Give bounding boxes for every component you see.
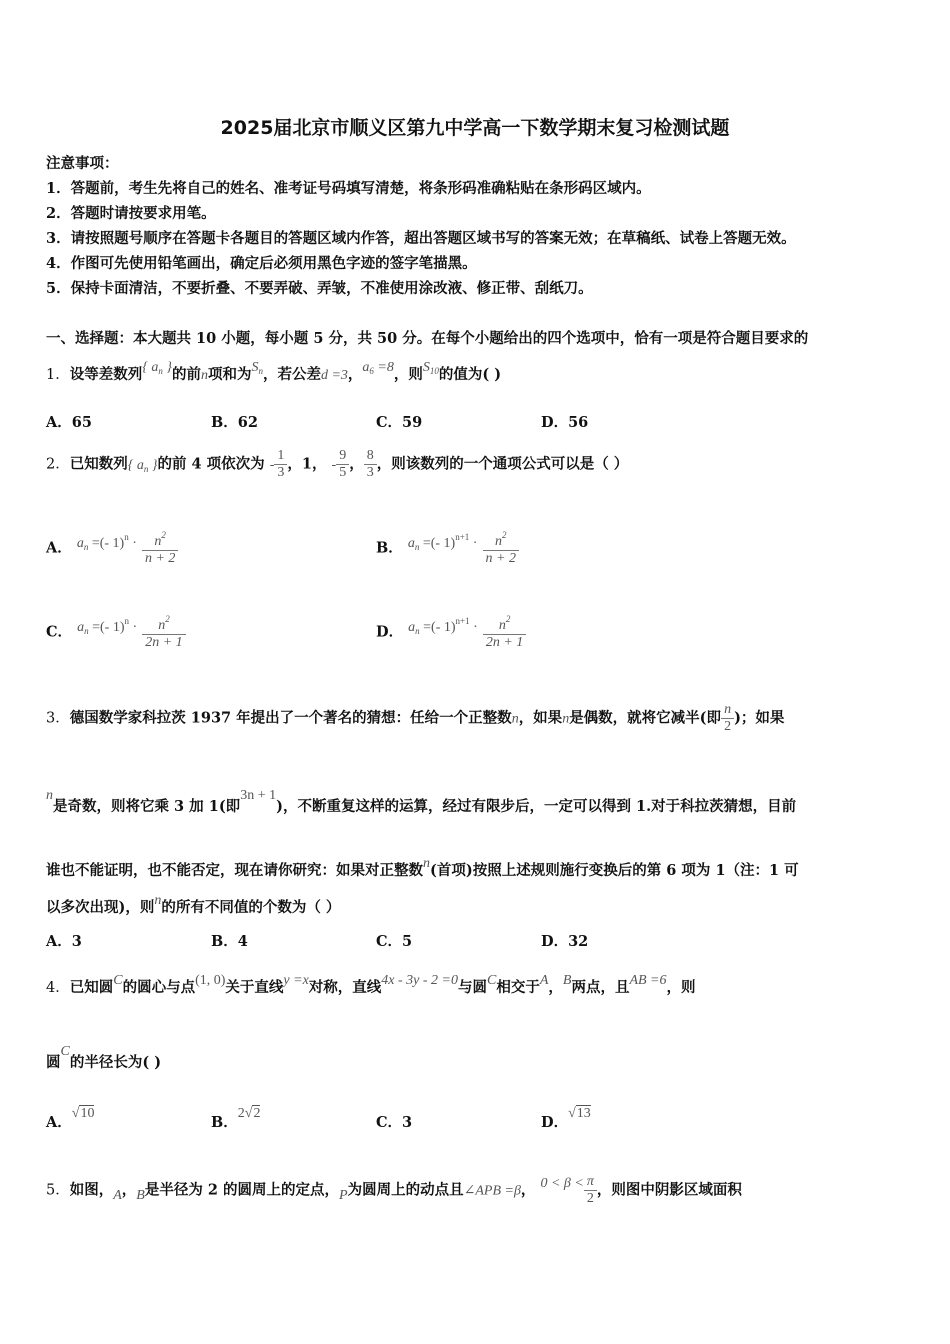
q-text: 相交于 <box>496 979 540 996</box>
q-text: 是半径为 2 的圆周上的定点， <box>144 1181 340 1199</box>
fraction: $\frac{8}{3}$ <box>364 448 377 481</box>
q-text: ， <box>520 1181 536 1199</box>
option-b[interactable] <box>211 1106 261 1132</box>
question-3-line-2 <box>46 788 797 816</box>
question-number: 5． <box>46 1182 70 1199</box>
q-text: 对称，直线 <box>308 979 382 996</box>
q-text: 是偶数，就将它减半(即 <box>569 709 722 727</box>
q-text: 与圆 <box>457 979 487 996</box>
question-3 <box>46 702 784 735</box>
option-d[interactable]: D．32 <box>541 933 589 950</box>
fraction: $\frac{n^2}{2n + 1}$ <box>483 614 526 651</box>
math: - <box>269 457 275 473</box>
q-text: 设等差数列 <box>69 366 143 383</box>
math: A <box>113 1187 122 1203</box>
q-text: 是奇数，则将它乘 3 加 1(即 <box>53 798 241 815</box>
math: 0 < β < <box>540 1175 584 1191</box>
formula: √10 <box>71 1106 95 1121</box>
math: C <box>60 1044 70 1059</box>
notice-item: 1．答题前，考生先将自己的姓名、准考证号码填写清楚，将条形码准确粘贴在条形码区域内。 <box>46 180 651 197</box>
page-title: 2025届北京市顺义区第九中学高一下数学期末复习检测试题 <box>220 117 730 139</box>
fraction: $\frac{n^2}{n + 2}$ <box>483 530 519 567</box>
q-text: (首项)按照上述规则施行变换后的第 6 项为 1（注：1 可 <box>430 862 799 879</box>
notice-heading: 注意事项： <box>46 155 119 172</box>
math: n <box>511 711 519 727</box>
math: n <box>562 711 570 727</box>
notice-item: 5．保持卡面清洁，不要折叠、不要弄破、弄皱，不准使用涂改液、修正带、刮纸刀。 <box>46 280 593 297</box>
math: C <box>113 973 123 988</box>
option-d[interactable] <box>376 614 526 651</box>
q-text: 的值为( ) <box>438 366 502 383</box>
math: B <box>136 1187 145 1203</box>
q-text: 两点，且 <box>571 979 630 996</box>
q-text: )；如果 <box>734 709 785 727</box>
fraction: $\frac{n}{2}$ <box>721 702 734 735</box>
q-text: ， <box>347 366 363 383</box>
q-text: ，若公差 <box>262 366 321 383</box>
fraction: $\frac{1}{3}$ <box>274 448 287 481</box>
option-a[interactable] <box>46 1106 95 1132</box>
q-text: ， <box>349 455 364 473</box>
math: n <box>154 893 162 908</box>
option-b[interactable] <box>376 530 519 567</box>
math: C <box>486 973 497 988</box>
formula: · <box>469 619 478 635</box>
q-text: ， <box>121 1181 137 1199</box>
q-text: ，则 <box>393 366 423 383</box>
fraction: $\frac{\pi}{2}$ <box>584 1174 597 1207</box>
q-text: 的半径长为( ) <box>69 1054 162 1071</box>
formula: $a_n$ <box>77 619 89 636</box>
option-label: A． <box>46 539 72 557</box>
q-text: 的所有不同值的个数为（ ） <box>161 899 341 916</box>
question-3-line-3 <box>46 856 799 880</box>
option-b[interactable]: B．62 <box>211 414 258 431</box>
math: $S_{10}$ <box>422 360 439 376</box>
formula: =(- 1) <box>88 535 125 551</box>
question-1 <box>46 360 502 384</box>
option-label: A． <box>46 1114 72 1131</box>
q-text: 谁也不能证明，也不能否定，现在请你研究：如果对正整数 <box>46 862 423 879</box>
q-text: )，不断重复这样的运算，经过有限步后，一定可以得到 1.对于科拉茨猜想，目前 <box>276 798 797 815</box>
q-text: 如图， <box>69 1181 114 1199</box>
question-number: 1． <box>46 367 70 383</box>
math: ∠APB =β <box>463 1183 521 1199</box>
formula: =(- 1) <box>419 535 456 551</box>
option-d[interactable] <box>541 1106 591 1132</box>
question-3-line-4 <box>46 893 341 917</box>
q-text: 为圆周上的动点且 <box>347 1181 464 1199</box>
q-text: ，则图中阴影区域面积 <box>596 1181 742 1199</box>
math: 3n + 1 <box>240 788 277 803</box>
math: B <box>562 973 572 988</box>
math: $a_6 =8$ <box>362 360 394 376</box>
question-2 <box>46 448 628 481</box>
q-text: 以多次出现)，则 <box>46 899 155 916</box>
q-text: 圆 <box>46 1054 61 1071</box>
q-text: 项和为 <box>207 366 252 383</box>
math: A <box>539 973 549 988</box>
notice-item: 4．作图可先使用铅笔画出，确定后必须用黑色字迹的签字笔描黑。 <box>46 255 477 272</box>
math: n <box>46 788 53 803</box>
math: d =3 <box>320 368 348 383</box>
option-b[interactable]: B．4 <box>211 933 248 950</box>
option-c[interactable]: C．3 <box>376 1114 413 1131</box>
q-text: 已知圆 <box>69 979 114 996</box>
q-text: ，如果 <box>518 709 563 727</box>
formula: $a_n$ <box>407 535 420 552</box>
option-label: C． <box>46 623 73 641</box>
formula: · <box>129 619 138 635</box>
q-text: ， <box>548 979 563 996</box>
notice-item: 2．答题时请按要求用笔。 <box>46 205 216 222</box>
formula: $a_n$ <box>76 535 89 552</box>
math: { $a_n$ } <box>142 360 172 376</box>
option-label: B． <box>376 539 403 557</box>
option-c[interactable]: C．59 <box>376 414 423 431</box>
notice-item: 3．请按照题号顺序在答题卡各题目的答题区域内作答，超出答题区域书写的答案无效；在草稿纸、试卷上答题无效。 <box>46 230 796 247</box>
math: n <box>423 856 430 871</box>
option-c[interactable] <box>46 614 186 651</box>
question-4-line-2 <box>46 1044 162 1072</box>
fraction: $\frac{9}{5}$ <box>336 448 349 481</box>
option-label: D． <box>376 623 404 641</box>
formula: 2√2 <box>237 1106 261 1121</box>
formula: =(- 1) <box>88 619 125 635</box>
question-number: 2． <box>46 456 70 473</box>
math: n <box>200 368 208 383</box>
math: P <box>339 1187 348 1203</box>
q-text: ，1， <box>287 455 327 473</box>
math: $S_n$ <box>251 360 263 376</box>
q-text: 的前 4 项依次为 <box>157 455 265 473</box>
option-d[interactable]: D．56 <box>541 414 589 431</box>
section-heading: 一、选择题：本大题共 10 小题，每小题 5 分，共 50 分。在每个小题给出的四个选项中，恰有一项是符合题目要求的 <box>46 330 809 347</box>
option-a[interactable] <box>46 530 178 567</box>
q-text: 关于直线 <box>225 979 284 996</box>
math: (1, 0) <box>195 973 226 988</box>
formula: =(- 1) <box>419 619 456 635</box>
q-text: ，则 <box>666 979 696 996</box>
q-text: 的前 <box>171 366 201 383</box>
formula: n <box>124 531 129 542</box>
option-c[interactable]: C．5 <box>376 933 413 950</box>
question-4 <box>46 973 696 997</box>
formula: $a_n$ <box>408 619 420 636</box>
formula: n+1 <box>455 615 470 626</box>
q-text: 的圆心与点 <box>122 979 196 996</box>
question-5 <box>46 1174 742 1207</box>
question-number: 4． <box>46 980 70 996</box>
option-a[interactable]: A．3 <box>46 933 82 950</box>
formula: · <box>469 535 478 551</box>
option-label: B． <box>211 1114 238 1131</box>
question-number: 3． <box>46 710 70 727</box>
option-a[interactable]: A．65 <box>46 414 92 431</box>
q-text: 已知数列 <box>69 455 128 473</box>
math: AB =6 <box>629 973 667 988</box>
formula: n+1 <box>455 531 470 542</box>
option-label: D． <box>541 1114 569 1131</box>
fraction: $\frac{n^2}{2n + 1}$ <box>142 614 185 651</box>
math: - <box>331 457 337 473</box>
math: 4x - 3y - 2 =0 <box>381 973 458 988</box>
formula: · <box>128 535 137 551</box>
math: y =x <box>283 973 309 988</box>
math: { $a_n$ } <box>127 457 158 474</box>
fraction: $\frac{n^2}{n + 2}$ <box>142 530 178 567</box>
q-text: ，则该数列的一个通项公式可以是（ ） <box>376 455 629 473</box>
formula: √13 <box>568 1106 591 1121</box>
q-text: 德国数学家科拉茨 1937 年提出了一个著名的猜想：任给一个正整数 <box>69 709 512 727</box>
formula: n <box>124 615 129 626</box>
